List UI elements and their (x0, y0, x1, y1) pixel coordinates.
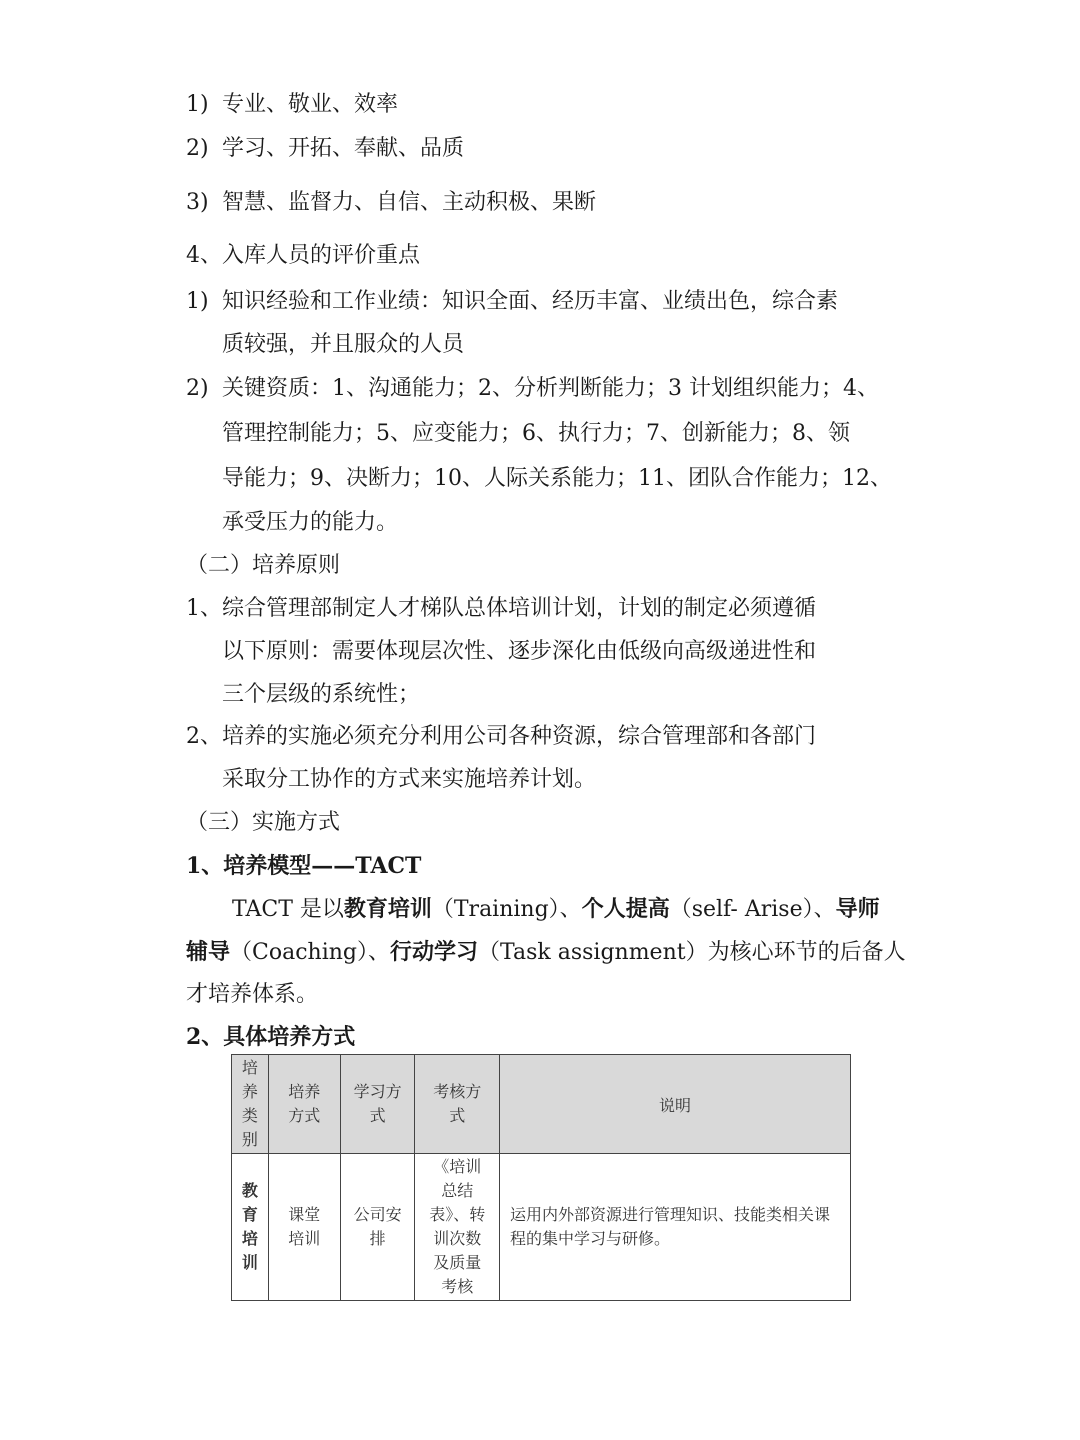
tact-paragraph-cont: 才培养体系。 (186, 982, 319, 1007)
list-number: 1) (186, 92, 209, 117)
eval-item-2 (186, 374, 879, 404)
list-text: 专业、敬业、效率 (222, 92, 399, 117)
principle-2-cont: 采取分工协作的方式来实施培养计划。 (222, 767, 597, 792)
list-item (186, 134, 464, 164)
tact-text: （Task assignment）为核心环节的后备人 (478, 940, 906, 965)
list-text: 学习、开拓、奉献、品质 (222, 136, 465, 161)
training-methods-table (231, 1054, 851, 1301)
tact-text: （Training）、 (431, 897, 582, 922)
header-description: 说明 (500, 1055, 851, 1154)
tact-paragraph-cont (186, 937, 906, 968)
tact-paragraph (232, 894, 880, 925)
eval-item-2-cont: 承受压力的能力。 (222, 510, 399, 535)
cell-exam: 《培训总结表》、转训次数及质量考核 (415, 1154, 500, 1301)
list-item (186, 188, 596, 218)
list-text: 关键资质：1、沟通能力；2、分析判断能力；3 计划组织能力；4、 (222, 376, 879, 401)
principle-1: 1、综合管理部制定人才梯队总体培训计划，计划的制定必须遵循 (186, 596, 816, 621)
tact-keyword: 教育培训 (343, 896, 432, 922)
methods-heading: 2、具体培养方式 (186, 1024, 356, 1050)
list-number: 3) (186, 190, 209, 215)
cell-learn: 公司安排 (340, 1154, 415, 1301)
list-number: 2) (186, 136, 209, 161)
eval-item-1-cont: 质较强，并且服众的人员 (222, 332, 465, 357)
eval-item-1 (186, 287, 838, 317)
tact-text: TACT 是以 (232, 897, 344, 922)
header-way: 培养方式 (268, 1055, 340, 1154)
cell-category: 教育培训 (232, 1154, 269, 1301)
table-header-row (232, 1055, 851, 1154)
table-row (232, 1154, 851, 1301)
tact-keyword: 个人提高 (581, 896, 670, 922)
header-learn: 学习方式 (340, 1055, 415, 1154)
model-heading: 1、培养模型——TACT (186, 853, 422, 879)
cell-way: 课堂培训 (268, 1154, 340, 1301)
list-text: 知识经验和工作业绩：知识全面、经历丰富、业绩出色，综合素 (222, 289, 839, 314)
list-number: 2) (186, 376, 209, 401)
tact-keyword: 行动学习 (390, 939, 479, 965)
header-category: 培养类别 (232, 1055, 269, 1154)
header-exam: 考核方式 (415, 1055, 500, 1154)
principle-1-cont: 以下原则：需要体现层次性、逐步深化由低级向高级递进性和 (222, 639, 817, 664)
list-item (186, 90, 398, 120)
eval-item-2-cont: 管理控制能力；5、应变能力；6、执行力；7、创新能力；8、领 (222, 421, 850, 446)
eval-item-2-cont: 导能力；9、决断力；10、人际关系能力；11、团队合作能力；12、 (222, 466, 892, 491)
tact-text: （self- Arise）、 (669, 897, 836, 922)
heading-methods: （三）实施方式 (186, 810, 341, 835)
cell-description: 运用内外部资源进行管理知识、技能类相关课程的集中学习与研修。 (500, 1154, 851, 1301)
tact-keyword: 导师 (835, 896, 880, 922)
list-number: 1) (186, 289, 209, 314)
section-heading-evaluation: 4、入库人员的评价重点 (186, 243, 420, 268)
principle-1-cont: 三个层级的系统性； (222, 682, 421, 707)
tact-text: （Coaching）、 (230, 940, 390, 965)
tact-keyword: 辅导 (186, 939, 231, 965)
list-text: 智慧、监督力、自信、主动积极、果断 (222, 190, 597, 215)
principle-2: 2、培养的实施必须充分利用公司各种资源，综合管理部和各部门 (186, 724, 816, 749)
heading-principles: （二）培养原则 (186, 553, 341, 578)
